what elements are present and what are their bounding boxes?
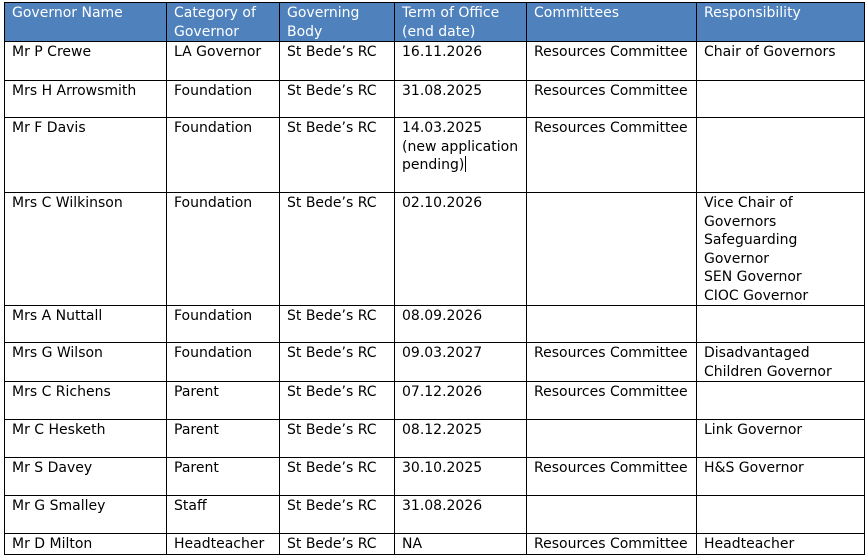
term-of-office-cell: 31.08.2025: [395, 81, 527, 118]
category-cell: LA Governor: [167, 42, 280, 81]
governor-name-cell: Mr S Davey: [5, 458, 167, 496]
governing-body-cell: St Bede’s RC: [280, 343, 395, 382]
governing-body-cell: St Bede’s RC: [280, 382, 395, 420]
term-of-office-cell: 09.03.2027: [395, 343, 527, 382]
governing-body-cell: St Bede’s RC: [280, 420, 395, 458]
header-governor-name: Governor Name: [5, 3, 167, 42]
category-cell: Parent: [167, 382, 280, 420]
table-row: [5, 81, 865, 118]
category-cell: Staff: [167, 496, 280, 534]
table-row: [5, 534, 865, 555]
responsibility-cell: Disadvantaged Children Governor: [697, 343, 865, 382]
committees-cell: Resources Committee: [527, 118, 697, 193]
responsibility-cell: Link Governor: [697, 420, 865, 458]
governor-name-cell: Mr D Milton: [5, 534, 167, 555]
table-row: [5, 118, 865, 193]
category-cell: Foundation: [167, 81, 280, 118]
category-cell: Foundation: [167, 343, 280, 382]
term-of-office-cell: 02.10.2026: [395, 193, 527, 306]
header-committees: Committees: [527, 3, 697, 42]
term-of-office-cell: NA: [395, 534, 527, 555]
responsibility-cell: Headteacher: [697, 534, 865, 555]
header-term-of-office: Term of Office (end date): [395, 3, 527, 42]
governor-name-cell: Mrs A Nuttall: [5, 306, 167, 343]
governor-name-cell: Mr P Crewe: [5, 42, 167, 81]
responsibility-cell: H&S Governor: [697, 458, 865, 496]
table-row: [5, 458, 865, 496]
responsibility-cell: [697, 306, 865, 343]
responsibility-cell: [697, 118, 865, 193]
committees-cell: Resources Committee: [527, 81, 697, 118]
governor-name-cell: Mr C Hesketh: [5, 420, 167, 458]
committees-cell: [527, 496, 697, 534]
header-responsibility: Responsibility: [697, 3, 865, 42]
category-cell: Parent: [167, 458, 280, 496]
category-cell: Parent: [167, 420, 280, 458]
committees-cell: Resources Committee: [527, 382, 697, 420]
header-row: [5, 3, 865, 42]
table-row: [5, 420, 865, 458]
committees-cell: Resources Committee: [527, 458, 697, 496]
term-of-office-cell: 31.08.2026: [395, 496, 527, 534]
responsibility-cell: [697, 382, 865, 420]
table-row: [5, 42, 865, 81]
governing-body-cell: St Bede’s RC: [280, 306, 395, 343]
governing-body-cell: St Bede’s RC: [280, 118, 395, 193]
header-governing-body: Governing Body: [280, 3, 395, 42]
table-row: [5, 382, 865, 420]
committees-cell: Resources Committee: [527, 42, 697, 81]
table-row: [5, 496, 865, 534]
governors-table: [4, 2, 865, 555]
responsibility-cell: [697, 496, 865, 534]
category-cell: Foundation: [167, 306, 280, 343]
governing-body-cell: St Bede’s RC: [280, 42, 395, 81]
term-of-office-cell: 16.11.2026: [395, 42, 527, 81]
governing-body-cell: St Bede’s RC: [280, 496, 395, 534]
governor-name-cell: Mrs H Arrowsmith: [5, 81, 167, 118]
header-category: Category of Governor: [167, 3, 280, 42]
governor-name-cell: Mr G Smalley: [5, 496, 167, 534]
governing-body-cell: St Bede’s RC: [280, 458, 395, 496]
category-cell: Headteacher: [167, 534, 280, 555]
term-of-office-cell: 07.12.2026: [395, 382, 527, 420]
governing-body-cell: St Bede’s RC: [280, 81, 395, 118]
category-cell: Foundation: [167, 118, 280, 193]
responsibility-cell: Vice Chair of Governors Safeguarding Governor SEN Governor CIOC Governor: [697, 193, 865, 306]
term-of-office-cell: 30.10.2025: [395, 458, 527, 496]
committees-cell: Resources Committee: [527, 534, 697, 555]
committees-cell: [527, 193, 697, 306]
responsibility-cell: [697, 81, 865, 118]
table-row: [5, 193, 865, 306]
term-of-office-cell: 14.03.2025 (new application pending): [395, 118, 527, 193]
governor-name-cell: Mrs G Wilson: [5, 343, 167, 382]
committees-cell: [527, 306, 697, 343]
category-cell: Foundation: [167, 193, 280, 306]
responsibility-cell: Chair of Governors: [697, 42, 865, 81]
governing-body-cell: St Bede’s RC: [280, 193, 395, 306]
committees-cell: Resources Committee: [527, 343, 697, 382]
governor-name-cell: Mr F Davis: [5, 118, 167, 193]
term-of-office-cell: 08.09.2026: [395, 306, 527, 343]
table-row: [5, 306, 865, 343]
committees-cell: [527, 420, 697, 458]
governor-name-cell: Mrs C Richens: [5, 382, 167, 420]
governing-body-cell: St Bede’s RC: [280, 534, 395, 555]
text-cursor: [465, 156, 466, 172]
governor-name-cell: Mrs C Wilkinson: [5, 193, 167, 306]
term-of-office-cell: 08.12.2025: [395, 420, 527, 458]
table-row: [5, 343, 865, 382]
